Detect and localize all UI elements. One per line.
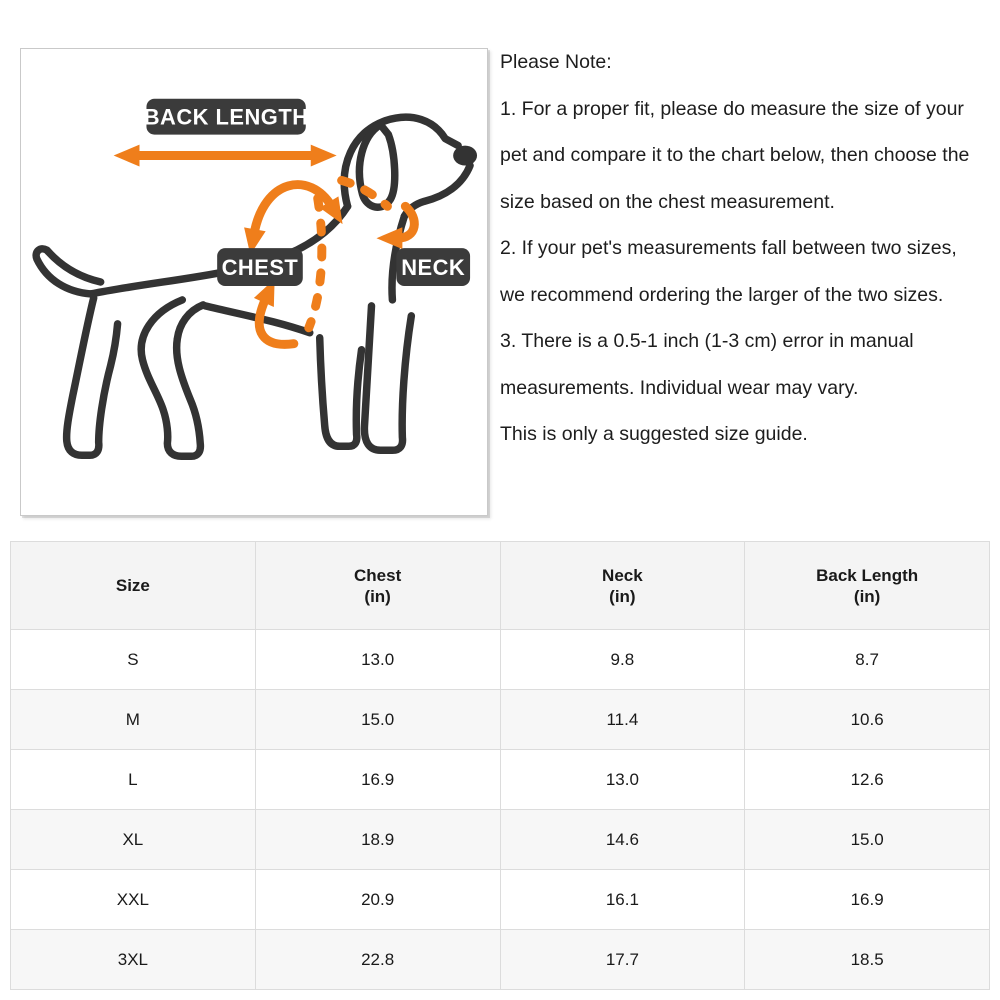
note-line: This is only a suggested size guide.: [500, 423, 808, 445]
col-header-neck: [500, 542, 745, 630]
table-cell-neck: 13.0: [500, 750, 745, 810]
note-line: 1. For a proper fit, please do measure the size of your: [500, 97, 964, 120]
measurement-diagram: [20, 48, 488, 516]
table-row: [11, 750, 990, 810]
back-length-badge: [144, 99, 309, 135]
table-cell-back_length: 16.9: [745, 870, 990, 930]
table-cell-neck: 14.6: [500, 810, 745, 870]
table-cell-neck: 11.4: [500, 690, 745, 750]
col-header-unit: (in): [853, 586, 881, 606]
table-row: [11, 810, 990, 870]
header-row: [11, 542, 990, 630]
table-cell-chest: 20.9: [255, 870, 500, 930]
dog-measurement-illustration: [21, 49, 487, 515]
table-cell-back_length: 15.0: [745, 810, 990, 870]
chest-badge: [217, 248, 303, 286]
table-cell-back_length: 18.5: [745, 930, 990, 990]
neck-badge: [396, 248, 470, 286]
col-header-text: Chest: [354, 565, 402, 585]
table-cell-size: XL: [11, 810, 256, 870]
note-line: 2. If your pet's measurements fall between two sizes,: [500, 237, 957, 259]
note-line: measurements. Individual wear may vary.: [500, 376, 859, 399]
note-line: size based on the chest measurement.: [500, 190, 835, 213]
table-cell-back_length: 8.7: [745, 630, 990, 690]
table-cell-neck: 17.7: [500, 930, 745, 990]
col-header-chest: [255, 542, 500, 630]
table-row: [11, 870, 990, 930]
table-row: [11, 930, 990, 990]
table-cell-chest: 15.0: [255, 690, 500, 750]
table-cell-chest: 18.9: [255, 810, 500, 870]
note-line: 3. There is a 0.5-1 inch (1-3 cm) error in manual: [500, 330, 914, 352]
chest-label: CHEST: [221, 255, 299, 281]
table-row: [11, 690, 990, 750]
notes-title: Please Note:: [500, 51, 612, 73]
table-cell-size: S: [11, 630, 256, 690]
col-header-unit: (in): [364, 586, 391, 606]
table-cell-size: 3XL: [11, 930, 256, 990]
size-table-body: [11, 630, 990, 990]
table-cell-back_length: 12.6: [745, 750, 990, 810]
table-row: [11, 630, 990, 690]
col-header-unit: (in): [609, 586, 636, 606]
table-cell-size: M: [11, 690, 256, 750]
table-cell-neck: 16.1: [500, 870, 745, 930]
col-header-text: Back Length: [816, 565, 919, 585]
table-cell-back_length: 10.6: [745, 690, 990, 750]
back-length-label: BACK LENGTH: [143, 104, 309, 130]
notes-lines: [500, 86, 1000, 458]
col-header-size: [11, 542, 256, 630]
col-header-text: Neck: [602, 565, 643, 585]
col-header-back-length: [745, 542, 990, 630]
table-cell-chest: 16.9: [255, 750, 500, 810]
table-cell-neck: 9.8: [500, 630, 745, 690]
dog-nose: [453, 146, 477, 166]
notes: [500, 39, 1000, 458]
dog-tail: [36, 249, 101, 294]
table-cell-size: L: [11, 750, 256, 810]
dog-outline: [36, 117, 477, 456]
size-table-header: [11, 542, 990, 630]
note-line: we recommend ordering the larger of the two sizes.: [500, 283, 944, 306]
chest-girth-dashed-line: [309, 198, 322, 327]
neck-label: NECK: [401, 255, 466, 281]
table-cell-chest: 22.8: [255, 930, 500, 990]
col-header-text: Size: [115, 576, 150, 595]
note-line: pet and compare it to the chart below, then choose the: [500, 144, 970, 166]
table-cell-size: XXL: [11, 870, 256, 930]
table-cell-chest: 13.0: [255, 630, 500, 690]
size-table: [10, 541, 990, 990]
